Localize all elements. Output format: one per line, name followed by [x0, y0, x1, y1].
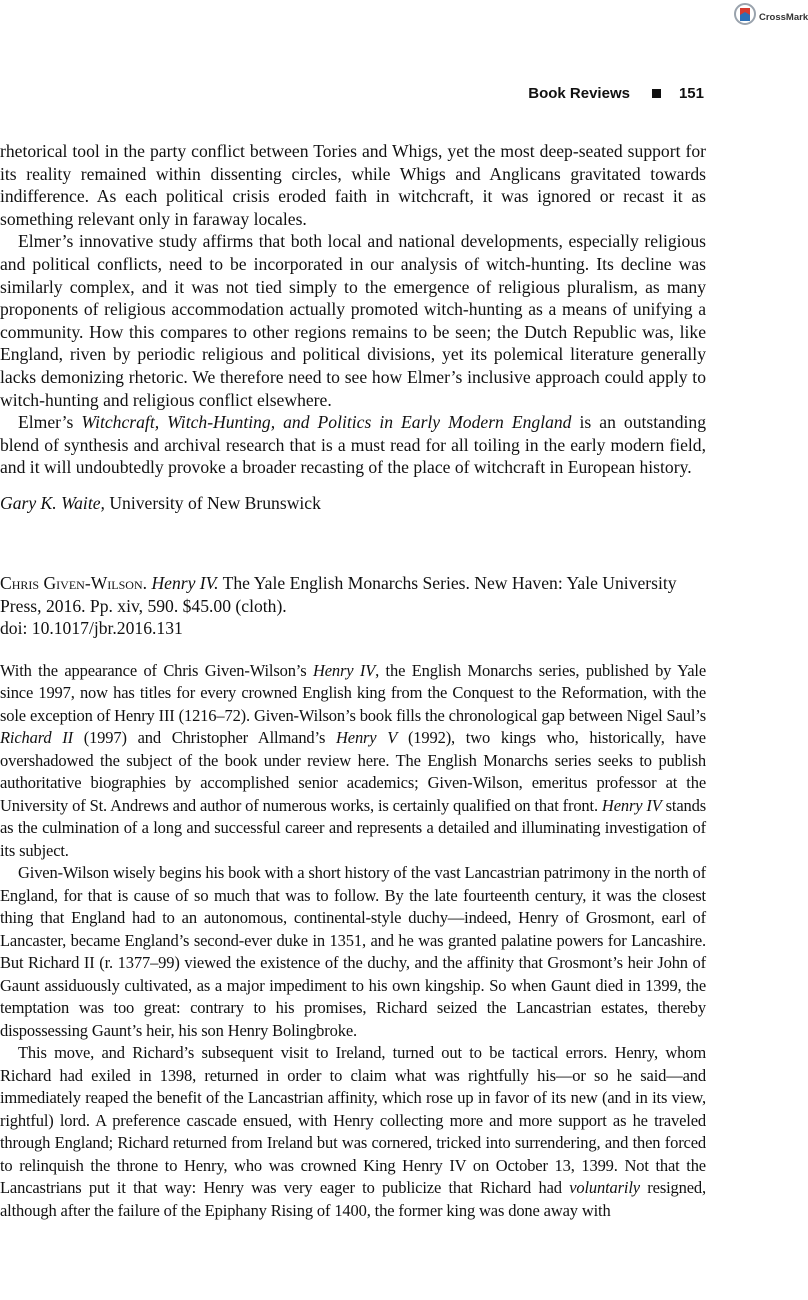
text-run: resigned, although after the failure of the Epiphany Rising of 1400, the former king was done away with — [0, 1178, 706, 1220]
text-run: is an outstanding blend of synthesis and archival research that is a must read for all toiling in the early modern field, and it will undoubtedly provoke a broader recasting of the place of witchcraft in European history. — [0, 412, 706, 478]
text-run: With the appearance of Chris Given-Wilson’s — [0, 660, 313, 680]
reviewer-name: Gary K. Waite, — [0, 492, 105, 513]
book-author: Chris Given-Wilson — [0, 573, 143, 594]
review1-paragraph-3 — [0, 411, 706, 479]
section-title: Book Reviews — [528, 85, 630, 102]
review2-paragraph-1 — [0, 660, 706, 863]
reviewer-affiliation: University of New Brunswick — [104, 492, 321, 513]
doi-link[interactable]: doi: 10.1017/jbr.2016.131 — [0, 618, 183, 639]
book-title: Henry IV — [601, 795, 662, 815]
separator-square-icon — [652, 89, 661, 98]
text-run: stands as the culmination of a long and successful career and represents a detailed and illuminating investigation of its subject. — [0, 795, 707, 860]
crossmark-label: CrossMark — [759, 11, 808, 23]
text-run: (1997) and Christopher Allmand’s — [72, 728, 336, 748]
book-title: Richard II — [0, 728, 73, 748]
book-title: Henry IV — [312, 660, 376, 680]
section-gap — [0, 514, 706, 572]
text-run: (1992), two kings who, historically, have overshadowed the subject of the book under review here. The English Monarchs series seeks to publish authoritative biographies by accomplished senior academics; Given-Wilson, emeritus professor at the University of St. Andrews and author of numerous works, is certainly qualified on that front. — [0, 728, 706, 815]
review2-paragraph-3 — [0, 1042, 706, 1222]
crossmark-icon — [734, 2, 756, 28]
reviewer-byline — [0, 492, 706, 515]
book-title: Henry IV. — [151, 573, 219, 594]
emphasis: voluntarily — [569, 1178, 640, 1198]
crossmark-badge[interactable] — [734, 2, 808, 28]
book-title: Henry V — [336, 728, 398, 748]
text-run: , the English Monarchs series, published by Yale since 1997, now has titles for every crowned English king from the Conquest to the Reformation, with the sole exception of Henry III (1216–72). Given-Wilson’s book fills the chronological gap between Nigel Saul’s — [0, 660, 706, 725]
book-citation: Chris Given-Wilson. Henry IV. The Yale English Monarchs Series. New Haven: Yale University Press, 2016. Pp. xiv, 590. $45.00 (cloth). doi: 10.1017/jbr.2016.131 — [0, 573, 677, 639]
page-number: 151 — [678, 85, 704, 102]
text-run: Elmer’s — [18, 412, 82, 433]
book-title: Witchcraft, Witch-Hunting, and Politics in Early Modern England — [81, 412, 572, 433]
review1-paragraph-2: Elmer’s innovative study affirms that both local and national developments, especially religious and political conflicts, need to be incorporated in our analysis of witch-hunting. Its decline was similarly complex, and it was not tied simply to the emergence of religious pluralism, as many proponents of religious accommodation actually promoted witch-hunting as a means of unifying a community. How this compares to other regions remains to be seen; the Dutch Republic was, like England, riven by periodic religious and political divisions, yet its polemical literature generally lacks demonizing rhetoric. We therefore need to see how Elmer’s inclusive approach could apply to witch-hunting and religious conflict elsewhere. — [0, 231, 706, 410]
page-body — [0, 140, 706, 1222]
review2-paragraph-2: Given-Wilson wisely begins his book with a short history of the vast Lancastrian patrimony in the north of England, for that is cause of so much that was to follow. By the late fourteenth century, it was the closest thing that England had to an autonomous, continental-style duchy—indeed, Henry of Grosmont, earl of Lancaster, became England’s second-ever duke in 1351, and he was granted palatine powers for Lancashire. But Richard II (r. 1377–99) viewed the existence of the duchy, and the affinity that Grosmont’s heir John of Gaunt assiduously cultivated, as a major impediment to his own kingship. So when Gaunt died in 1399, the temptation was too great: contrary to his promises, Richard seized the Lancastrian estates, thereby dispossessing Gaunt’s heir, his son Henry Bolingbroke. — [0, 863, 706, 1040]
review1-paragraph-1: rhetorical tool in the party conflict between Tories and Whigs, yet the most deep-seated support for its reality remained within dissenting circles, while Whigs and Anglicans gravitated towards indifference. As each political crisis eroded faith in witchcraft, it was ignored or recast it as something relevant only in faraway locales. — [0, 141, 706, 229]
text-run: This move, and Richard’s subsequent visit to Ireland, turned out to be tactical errors. Henry, whom Richard had exiled in 1398, returned in order to claim what was rightfully his—or so he said—and immediately reaped the benefit of the Lancastrian affinity, which rose up in favor of its new (and in its view, rightful) lord. A preference cascade ensued, with Henry collecting more and more support as he traveled through England; Richard returned from Ireland but was cornered, tricked into surrendering, and then forced to relinquish the throne to Henry, who was crowned King Henry IV on October 13, 1399. Not that the Lancastrians put it that way: Henry was very eager to publicize that Richard had — [0, 1043, 706, 1198]
review2-body — [0, 660, 706, 1223]
running-head — [528, 85, 704, 102]
book-details: The Yale English Monarchs Series. New Haven: Yale University Press, 2016. Pp. xiv, 590. $45.00 (cloth). — [0, 573, 677, 616]
